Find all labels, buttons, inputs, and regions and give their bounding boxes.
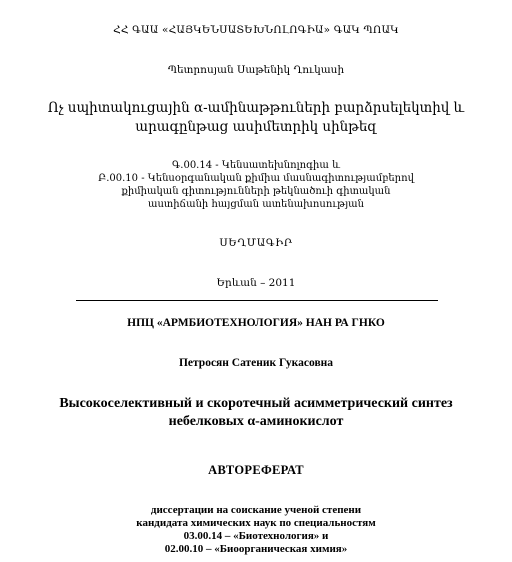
armenian-specialty-line-4: աստիճանի հայցման ատենախոսության — [147, 199, 365, 210]
russian-abstract-label: АВТОРЕФЕРАТ — [208, 463, 304, 477]
armenian-specialty-line-2: Բ.00.10 - Կենսօրգանական քիմիա մասնագիտությամբերով — [98, 173, 414, 184]
armenian-title-line-2: արագընթաց ասիմետրիկ սինթեզ — [135, 119, 377, 135]
russian-dissertation-line-4: 02.00.10 – «Биоорганическая химия» — [164, 543, 348, 555]
russian-title-line-2: небелковых α-аминокислот — [168, 414, 344, 429]
russian-author: Петросян Сатеник Гукасовна — [178, 357, 334, 369]
russian-dissertation-line-3: 03.00.14 – «Биотехнология» и — [183, 530, 329, 542]
russian-dissertation-line-2: кандидата химических наук по специальностям — [136, 517, 376, 529]
armenian-specialty-line-1: Գ.00.14 - Կենսատեխնոլոգիա և — [172, 160, 340, 171]
armenian-organization: ՀՀ ԳԱԱ «ՀԱՅԿԵՆՍԱՏԵԽՆՈԼՈԳԻԱ» ԳԱԿ ՊՈԱԿ — [113, 24, 399, 36]
armenian-title-line-1: Ոչ սպիտակուցային α-ամինաթթուների բարձրսելեկտիվ և — [47, 100, 465, 116]
russian-dissertation-line-1: диссертации на соискание ученой степени — [150, 504, 362, 516]
armenian-author: Պետրոսյան Սաթենիկ Ղուկասի — [167, 64, 345, 76]
armenian-specialty-line-3: քիմիական գիտությունների թեկնածուի գիտական — [121, 186, 391, 197]
armenian-city-year: Երևան – 2011 — [216, 277, 296, 289]
armenian-abstract-label: ՍԵՂՄԱԳԻՐ — [219, 237, 293, 249]
section-divider — [76, 300, 438, 301]
russian-organization: НПЦ «АРМБИОТЕХНОЛОГИЯ» НАН РА ГНКО — [127, 317, 385, 329]
russian-title-line-1: Высокоселективный и скоротечный асимметрический синтез — [59, 396, 453, 411]
